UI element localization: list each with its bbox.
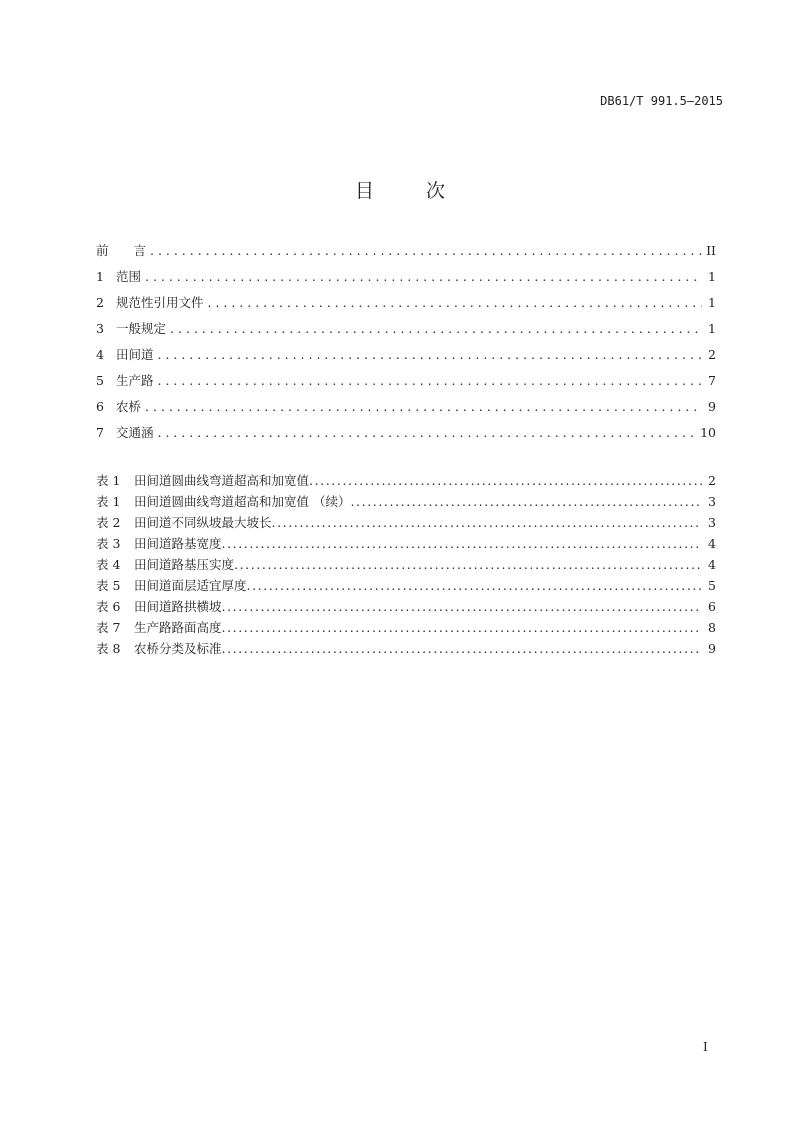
entry-page: 4 [708, 557, 716, 572]
toc-entry[interactable] [96, 575, 716, 596]
toc-entry[interactable] [96, 617, 716, 638]
table-toc [96, 470, 716, 659]
entry-number: 7 [96, 425, 104, 440]
entry-title: 田间道路基宽度 [134, 536, 222, 551]
entry-number: 3 [96, 321, 104, 336]
dot-leader [234, 554, 702, 575]
entry-title: 田间道不同纵坡最大坡长 [134, 515, 272, 530]
entry-page: 5 [708, 578, 716, 593]
dot-leader [222, 533, 702, 554]
toc-entry[interactable] [96, 238, 716, 264]
entry-page: 3 [708, 494, 716, 509]
dot-leader [145, 264, 702, 290]
dot-leader [222, 638, 702, 659]
entry-number: 1 [96, 269, 104, 284]
entry-page: 3 [708, 515, 716, 530]
title-char: 目 [354, 180, 374, 202]
title-char: 次 [426, 180, 446, 202]
entry-number: 6 [96, 399, 104, 414]
entry-title: 田间道圆曲线弯道超高和加宽值 [134, 473, 310, 488]
dot-leader [158, 420, 697, 446]
dot-leader [145, 394, 702, 420]
toc-entry[interactable] [96, 264, 716, 290]
toc-entry[interactable] [96, 512, 716, 533]
toc-entry[interactable] [96, 420, 716, 446]
entry-number: 2 [96, 295, 104, 310]
toc-entry[interactable] [96, 290, 716, 316]
entry-page: 1 [708, 321, 716, 336]
entry-title: 一般规定 [116, 321, 167, 336]
toc-entry[interactable] [96, 491, 716, 512]
entry-number: 表 6 [96, 599, 121, 614]
entry-title: 农桥分类及标准 [134, 641, 222, 656]
entry-title: 田间道路基压实度 [134, 557, 235, 572]
dot-leader [309, 470, 702, 491]
entry-title: 田间道路拱横坡 [134, 599, 222, 614]
entry-title: 规范性引用文件 [116, 295, 204, 310]
toc-entry[interactable] [96, 533, 716, 554]
dot-leader [158, 342, 702, 368]
entry-page: 1 [708, 269, 716, 284]
dot-leader [272, 512, 702, 533]
entry-title: 田间道圆曲线弯道超高和加宽值 （续） [134, 494, 351, 509]
entry-title: 交通涵 [116, 425, 154, 440]
document-code-header: DB61/T 991.5—2015 [600, 94, 723, 108]
entry-title: 田间道 [116, 347, 154, 362]
entry-number: 表 3 [96, 536, 121, 551]
entry-page: 9 [708, 641, 716, 656]
toc-entry[interactable] [96, 554, 716, 575]
page-title [0, 176, 800, 203]
entry-page: 6 [708, 599, 716, 614]
entry-page: 1 [708, 295, 716, 310]
toc-entry[interactable] [96, 316, 716, 342]
entry-title: 田间道面层适宜厚度 [134, 578, 247, 593]
entry-number: 表 2 [96, 515, 121, 530]
toc-entry[interactable] [96, 342, 716, 368]
section-toc [96, 238, 716, 446]
toc-entry[interactable] [96, 394, 716, 420]
entry-title: 生产路路面高度 [134, 620, 222, 635]
entry-number: 表 5 [96, 578, 121, 593]
entry-page: 2 [708, 347, 716, 362]
entry-title: 范围 [116, 269, 142, 284]
entry-number: 表 7 [96, 620, 121, 635]
entry-page: 4 [708, 536, 716, 551]
toc-entry[interactable] [96, 638, 716, 659]
toc-entry[interactable] [96, 596, 716, 617]
entry-number: 5 [96, 373, 104, 388]
dot-leader [222, 617, 702, 638]
entry-title: 前 言 [96, 243, 147, 258]
dot-leader [247, 575, 702, 596]
dot-leader [150, 238, 702, 264]
entry-title: 农桥 [116, 399, 142, 414]
entry-number: 表 1 [96, 473, 121, 488]
entry-page: 2 [708, 473, 716, 488]
dot-leader [158, 368, 702, 394]
entry-number: 表 4 [96, 557, 121, 572]
toc-entry[interactable] [96, 368, 716, 394]
dot-leader [208, 290, 702, 316]
entry-page: 9 [708, 399, 716, 414]
dot-leader [222, 596, 702, 617]
toc-entry[interactable] [96, 470, 716, 491]
dot-leader [350, 491, 702, 512]
entry-page: 8 [708, 620, 716, 635]
dot-leader [170, 316, 702, 342]
entry-page: 10 [700, 425, 716, 440]
entry-page: II [706, 243, 716, 258]
entry-number: 4 [96, 347, 104, 362]
page-number: I [703, 1040, 708, 1054]
entry-number: 表 1 [96, 494, 121, 509]
entry-title: 生产路 [116, 373, 154, 388]
entry-number: 表 8 [96, 641, 121, 656]
entry-page: 7 [708, 373, 716, 388]
